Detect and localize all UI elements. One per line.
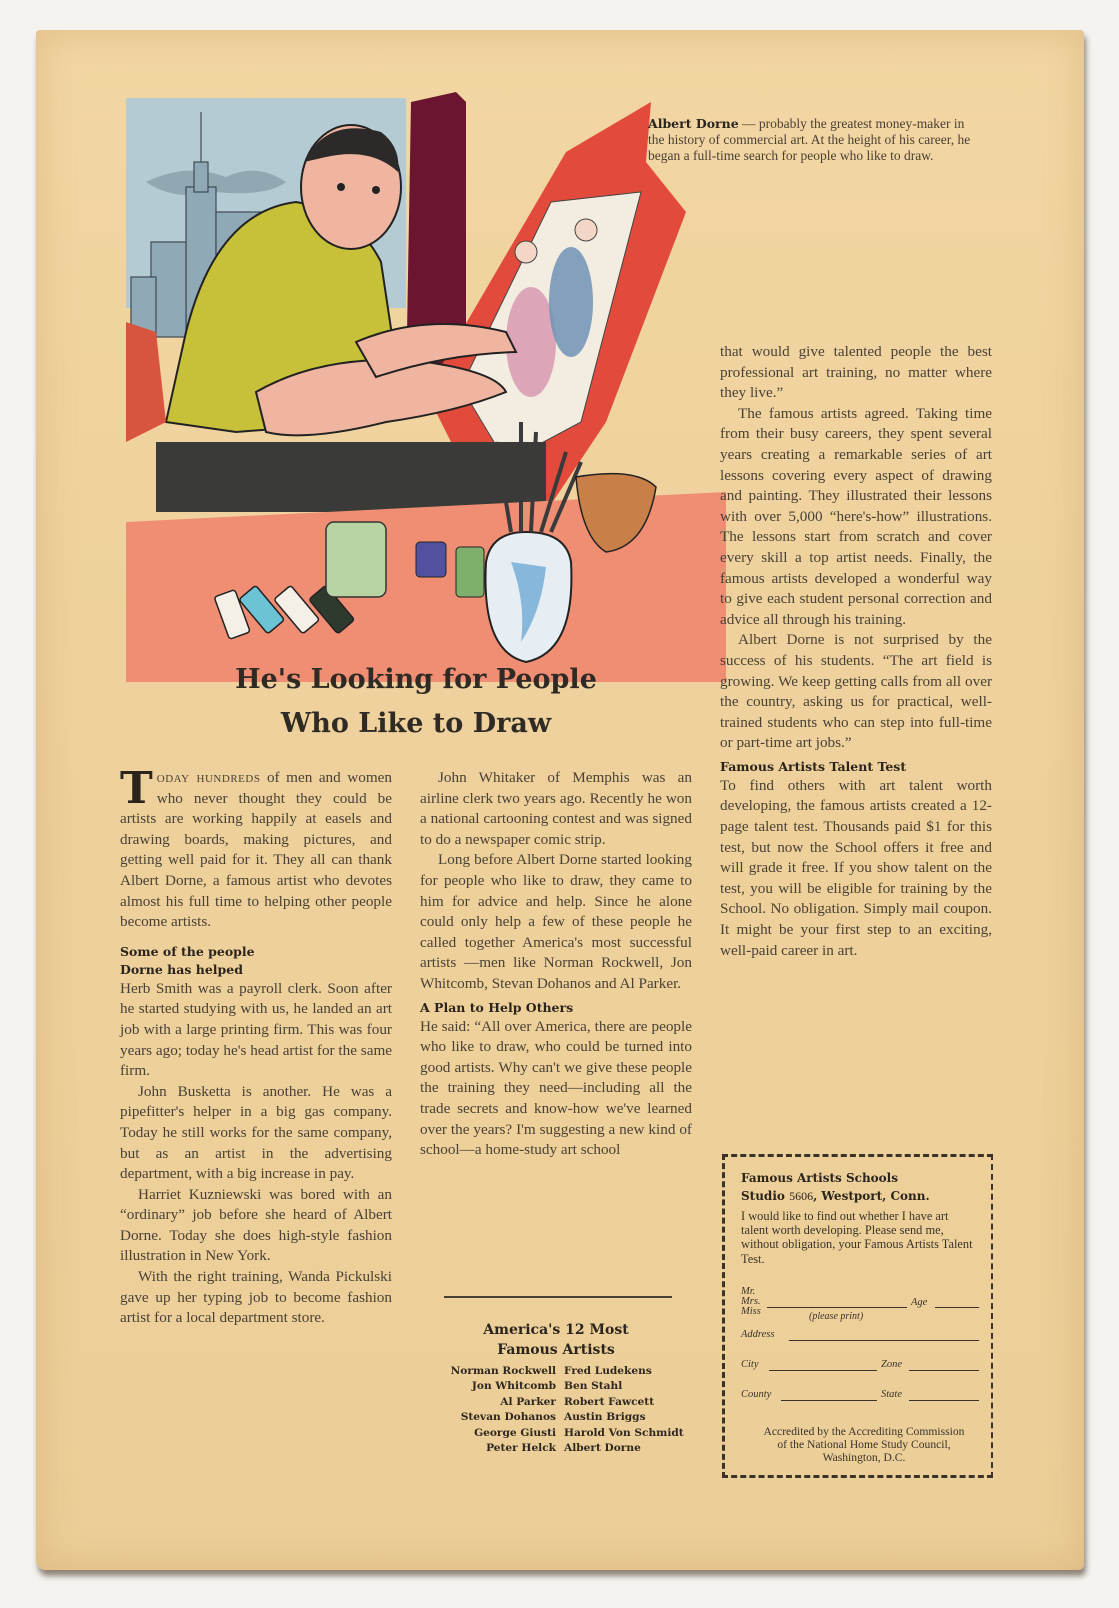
paragraph-artists-agreed: The famous artists agreed. Taking time from their busy careers, they spent several years creating a remarkable series of art lessons covering every aspect of drawing and painting. They illustrated their lessons with over 5,000 “here's-how” illustrations. The lessons start from scratch and cover every skill a top artist needs. Finally, the famous artists developed a wonderful way to give each student personal correction and advice all through his training. (720, 404, 992, 628)
age-label: Age (911, 1297, 928, 1308)
address-label: Address (741, 1329, 775, 1340)
paragraph-john-whitaker: John Whitaker of Memphis was an airline clerk two years ago. Recently he won a national cartooning contest and was signed to do a newspaper comic strip. (420, 769, 692, 848)
headline-line-1: He's Looking for People (235, 664, 597, 695)
paragraph-wanda-pickulski: With the right training, Wanda Pickulski gave up her typing job to become fashion artist for a local department store. (120, 1268, 392, 1327)
albert-dorne-illustration (126, 92, 726, 682)
artist-name: George Giusti (474, 1426, 556, 1439)
famous-artists-list (416, 1364, 716, 1456)
salutation-labels: Mr. Mrs. Miss (741, 1286, 761, 1317)
drop-cap: T (120, 763, 153, 814)
comic-back-cover-page (36, 30, 1084, 1570)
headline-line-2: Who Like to Draw (280, 708, 552, 739)
green-paint-jar-icon (326, 522, 386, 597)
paragraph-not-surprised: Albert Dorne is not surprised by the success of his students. “The art field is growing. We keep getting calls from all over the country, asking us for practical, well-trained students who can step into full-time or part-time art jobs.” (720, 631, 992, 752)
coupon-request-text: I would like to find out whether I have art talent worth developing. Please send me, without obligation, your Famous Artists Talent Test. (741, 1209, 973, 1266)
intro-paragraph: Today hundreds of men and women who never thought they could be artists are working happily at easels and drawing boards, making pictures, and getting well paid for it. They all can thank Albert Dorne, a famous artist who devotes almost his full time to helping other people become artists. (120, 763, 392, 931)
subhead-people-helped: Some of the people Dorne has helped (120, 943, 255, 977)
coupon-address: Famous Artists Schools Studio 5606, Westport, Conn. (741, 1171, 930, 1203)
article-column-1 (120, 763, 392, 1329)
artist-name: Peter Helck (486, 1442, 556, 1455)
caption-text: — probably the greatest money-maker in the history of commercial art. At the height of his career, he began a full-time search for people who like to draw. (648, 116, 971, 163)
illustration-caption (648, 116, 978, 164)
artist-name: Fred Ludekens (564, 1365, 652, 1377)
paragraph-herb-smith: Herb Smith was a payroll clerk. Soon after he started studying with us, he landed an art job with a large printing firm. This was four years ago; today he's head artist for the same firm. (120, 979, 392, 1080)
artist-name: Ben Stahl (564, 1380, 623, 1393)
artist-name: Stevan Dohanos (460, 1411, 556, 1424)
please-print-note: (please print) (809, 1311, 864, 1322)
artist-name: Albert Dorne (564, 1442, 641, 1455)
city-label: City (741, 1359, 759, 1370)
paragraph-he-said: He said: “All over America, there are people who like to draw, who could be turned into good artists. Why can't we give these people the training they need—including all the trade secrets and know-how we've learned over the years? I'm suggesting a new kind of school—a home-study art school (420, 1017, 692, 1159)
famous-artists-title: America's 12 Most Famous Artists (483, 1322, 629, 1358)
article-column-3 (720, 342, 992, 961)
state-field[interactable] (909, 1400, 979, 1401)
paragraph-harriet-kuzniewski: Harriet Kuzniewski was bored with an “ordinary” job before she heard of Albert Dorne. Today she does high-style fashion illustration in New York. (120, 1185, 392, 1265)
paragraph-john-busketta: John Busketta is another. He was a pipefitter's helper in a big gas company. Today he still works for the same company, but as an artist in the advertising department, with a big increase in pay. (120, 1082, 392, 1183)
mail-in-coupon[interactable] (722, 1154, 993, 1478)
state-label: State (881, 1389, 902, 1400)
subhead-talent-test: Famous Artists Talent Test (720, 758, 907, 774)
artist-name: Norman Rockwell (450, 1365, 556, 1377)
lead-smallcaps: oday hundreds (156, 769, 261, 786)
article-column-2 (420, 768, 692, 1161)
zone-label: Zone (881, 1359, 902, 1370)
name-field[interactable] (767, 1307, 907, 1308)
headline (156, 658, 676, 746)
paragraph-talent-test: To find others with art talent worth developing, the famous artists created a 12-page talent test. Thousands paid $1 for this test, but now the School offers it free and will grade it free. If you show talent on the test, you will be eligible for training by the School. No obligation. Simply mail coupon. It might be your first step to an exciting, well-paid career in art. (720, 776, 992, 959)
address-field[interactable] (789, 1340, 979, 1341)
caption-name: Albert Dorne (648, 116, 739, 131)
ink-bottle-icon (416, 542, 446, 577)
county-field[interactable] (781, 1400, 877, 1401)
accreditation-note: Accredited by the Accrediting Commission of the National Home Study Council, Washington, D.C. (763, 1425, 965, 1464)
artist-name: Al Parker (500, 1395, 556, 1408)
paragraph-continued: that would give talented people the best professional art training, no matter where they live.” (720, 343, 992, 402)
divider-rule (444, 1296, 672, 1298)
artist-name: Jon Whitcomb (471, 1380, 556, 1393)
city-field[interactable] (769, 1370, 877, 1371)
artist-name: Robert Fawcett (564, 1395, 655, 1408)
artist-name: Austin Briggs (564, 1411, 646, 1424)
subhead-plan: A Plan to Help Others (420, 999, 574, 1015)
artist-name: Harold Von Schmidt (564, 1426, 684, 1439)
zone-field[interactable] (909, 1370, 979, 1371)
age-field[interactable] (935, 1307, 979, 1308)
paragraph-long-before: Long before Albert Dorne started looking for people who like to draw, they came to him for advice and help. Since he alone could only help a few of these people he called together America's most successful artists —men like Norman Rockwell, Jon Whitcomb, Stevan Dohanos and Al Parker. (420, 851, 692, 992)
county-label: County (741, 1389, 772, 1400)
